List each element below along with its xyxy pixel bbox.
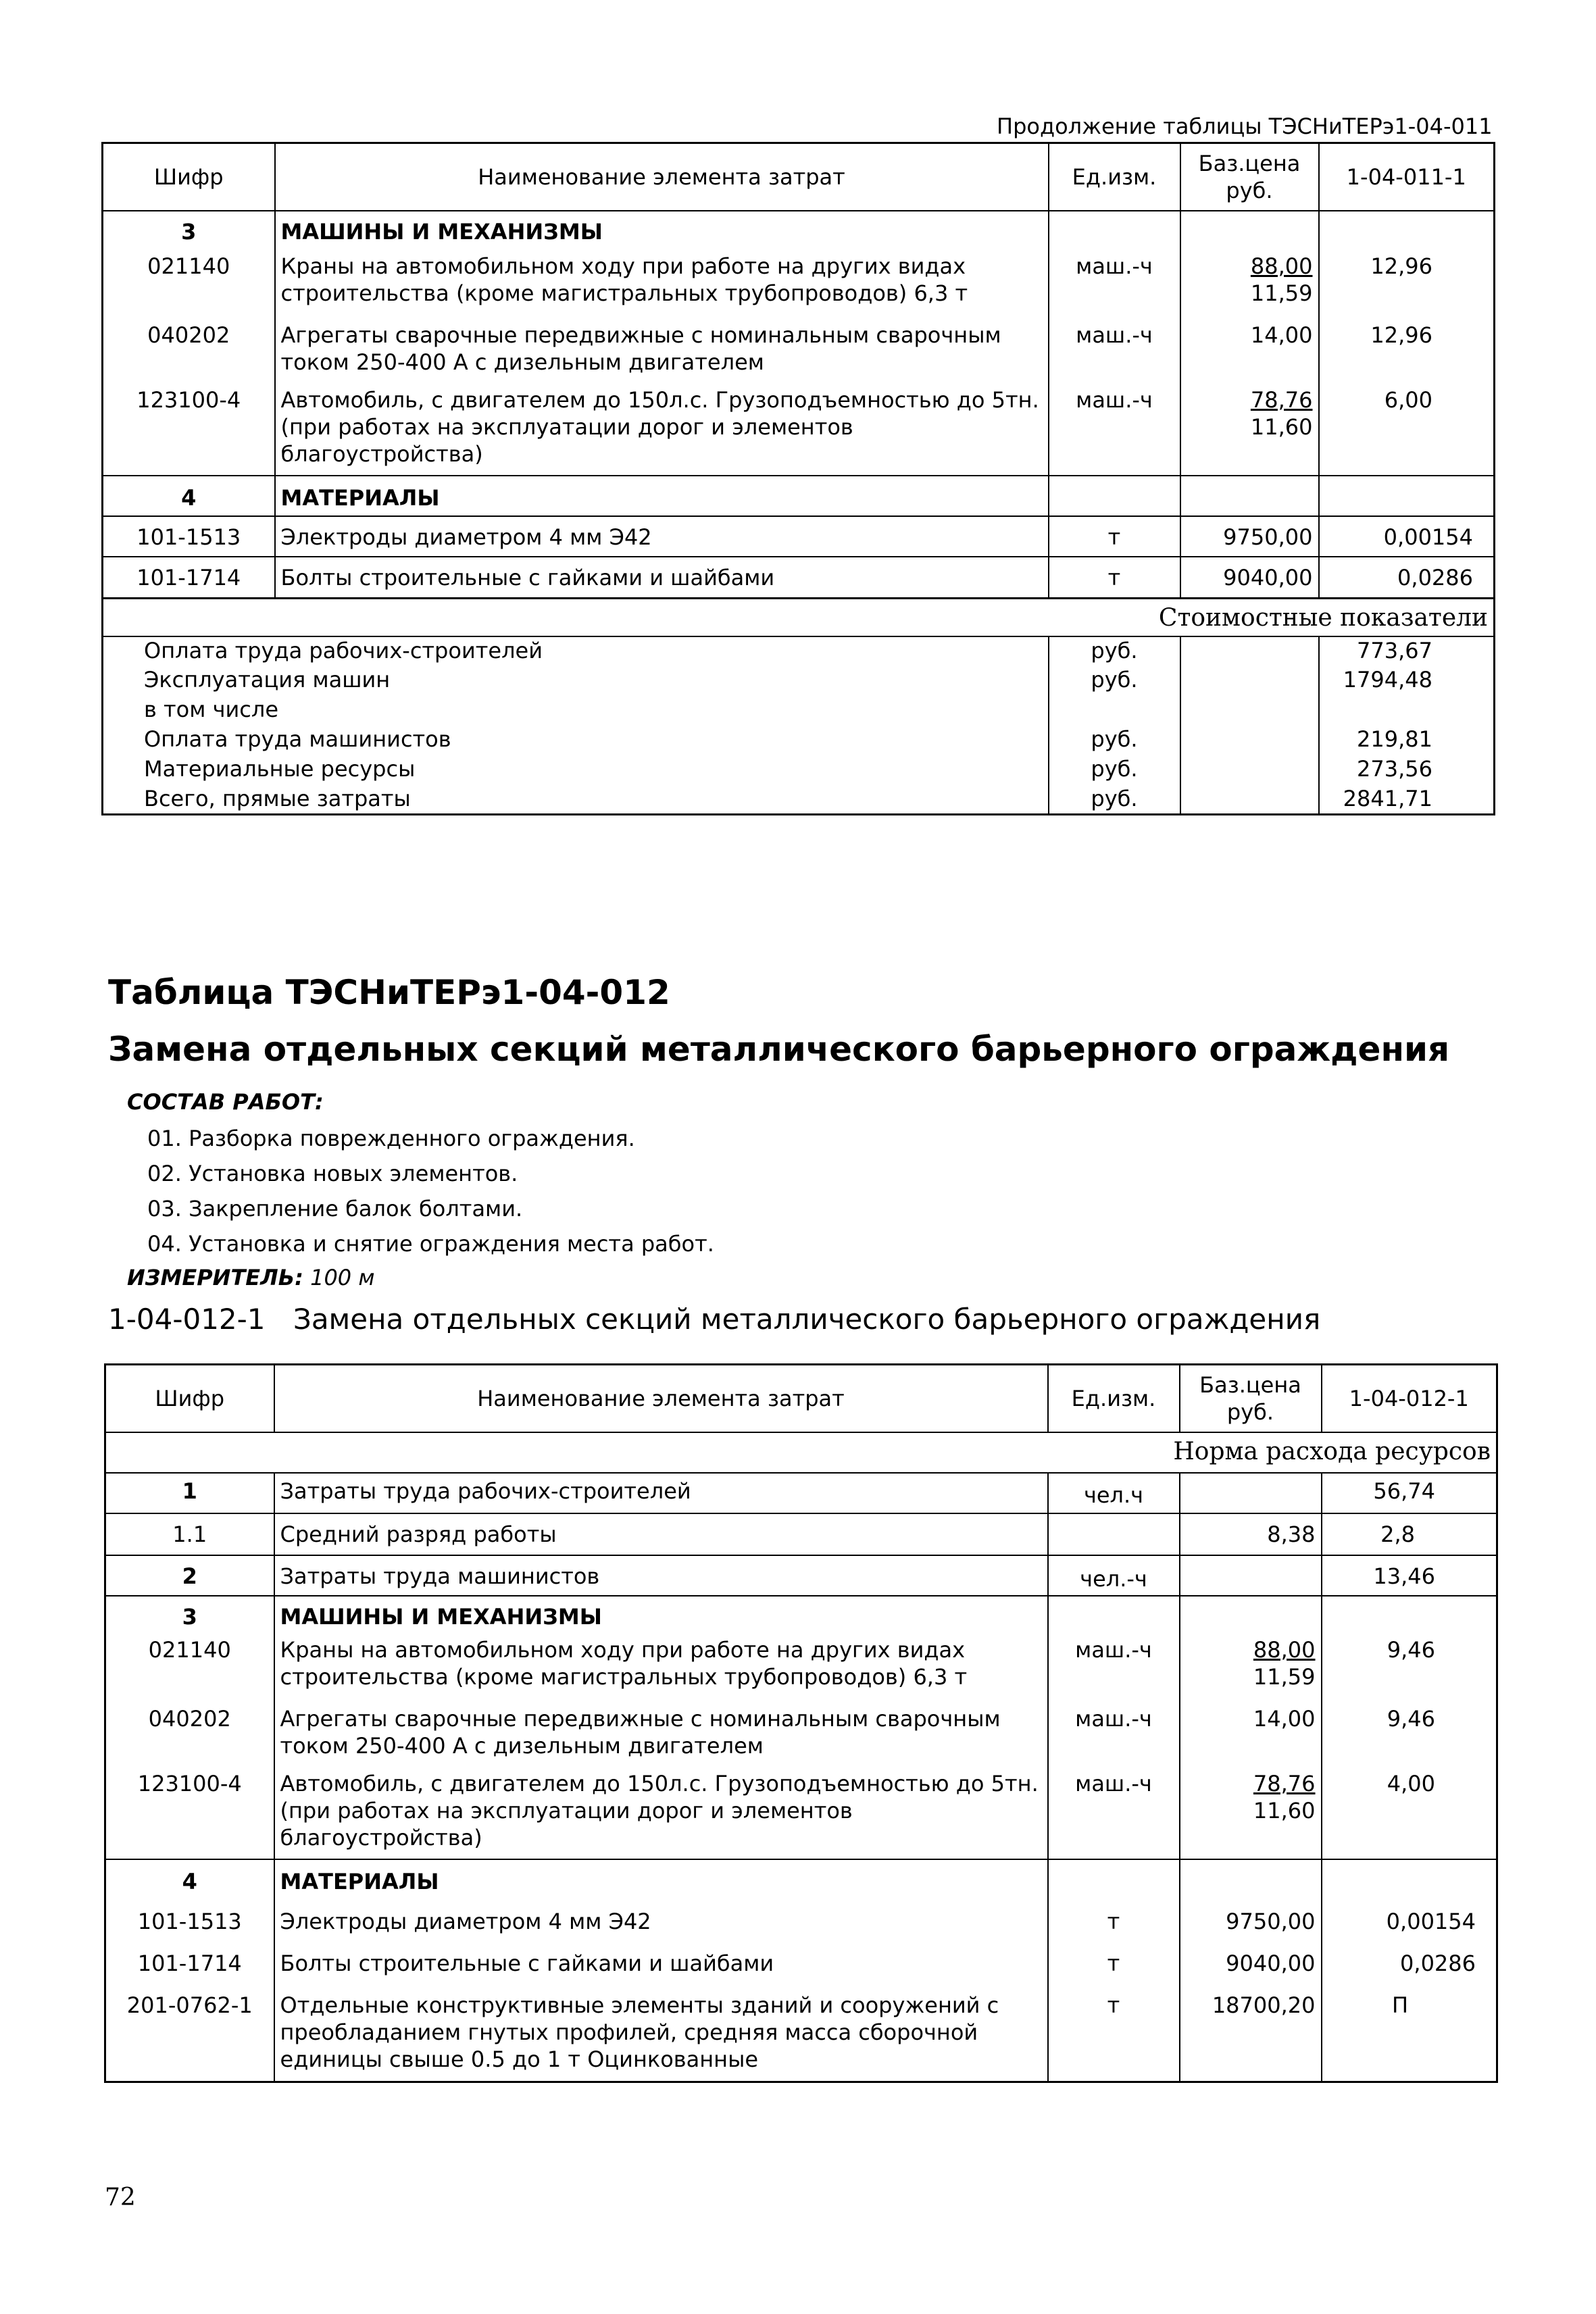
- table-subtitle: Замена отдельных секций металлического барьерного ограждения: [108, 1030, 1450, 1069]
- cost-table-2: [104, 1363, 1498, 2083]
- cost-row: Оплата труда машинистов руб. 219,81: [103, 726, 1495, 755]
- col-norm: 1-04-011-1: [1319, 143, 1495, 211]
- table-row: 1 Затраты труда рабочих-строителей чел.ч 56,74: [105, 1473, 1497, 1513]
- table-row: 021140 Краны на автомобильном ходу при работе на других видах строительства (кроме магистральных трубопроводов) 6,3 т маш.-ч 88,00 11,59 9,46: [105, 1636, 1497, 1705]
- cost-row: Всего, прямые затраты руб. 2841,71: [103, 785, 1495, 815]
- col-name: Наименование элемента затрат: [274, 1365, 1048, 1432]
- work-label: СОСТАВ РАБОТ:: [127, 1089, 324, 1115]
- cost-row: Оплата труда рабочих-строителей руб. 773,67: [103, 636, 1495, 666]
- table-row: 101-1714 Болты строительные с гайками и шайбами т 9040,00 0,0286: [105, 1943, 1497, 1985]
- col-code: Шифр: [105, 1365, 274, 1432]
- item-code: 1-04-012-1: [108, 1303, 266, 1336]
- col-price: Баз.цена руб.: [1180, 143, 1319, 211]
- cost-row: в том числе: [103, 696, 1495, 726]
- cost-heading-row: Стоимостные показатели: [103, 599, 1495, 636]
- table-row: 123100-4 Автомобиль, с двигателем до 150л.с. Грузоподъемностью до 5тн. (при работах на эксплуатации дорог и элементов благоустройства) маш.-ч 78,76 11,60 6,00: [103, 386, 1495, 476]
- col-norm: 1-04-012-1: [1322, 1365, 1497, 1432]
- work-item: 01. Разборка поврежденного ограждения.: [147, 1126, 635, 1151]
- page-number: 72: [105, 2184, 136, 2211]
- col-name: Наименование элемента затрат: [275, 143, 1049, 211]
- col-unit: Ед.изм.: [1048, 1365, 1180, 1432]
- cost-row: Материальные ресурсы руб. 273,56: [103, 755, 1495, 785]
- meter-line: [127, 1265, 374, 1290]
- work-item: 02. Установка новых элементов.: [147, 1161, 518, 1186]
- section-row: 3 МАШИНЫ И МЕХАНИЗМЫ: [103, 211, 1495, 253]
- table-row: 123100-4 Автомобиль, с двигателем до 150л.с. Грузоподъемностью до 5тн. (при работах на эксплуатации дорог и элементов благоустройства) маш.-ч 78,76 11,60 4,00: [105, 1770, 1497, 1859]
- table-row: 040202 Агрегаты сварочные передвижные с номинальным сварочным током 250-400 А с дизельным двигателем маш.-ч 14,00 9,46: [105, 1705, 1497, 1770]
- table-header-row: [103, 143, 1495, 211]
- table-row: 040202 Агрегаты сварочные передвижные с номинальным сварочным током 250-400 А с дизельным двигателем маш.-ч 14,00 12,96: [103, 322, 1495, 386]
- norm-heading-row: Норма расхода ресурсов: [105, 1432, 1497, 1473]
- table-row: 201-0762-1 Отдельные конструктивные элементы зданий и сооружений с преобладанием гнутых профилей, средняя масса сборочной единицы свыше 0.5 до 1 т Оцинкованные т 18700,20 П: [105, 1985, 1497, 2082]
- col-code: Шифр: [103, 143, 275, 211]
- work-item: 03. Закрепление балок болтами.: [147, 1196, 523, 1222]
- continuation-caption: Продолжение таблицы ТЭСНиТЕРэ1-04-011: [997, 114, 1493, 139]
- table-row: 101-1714 Болты строительные с гайками и шайбами т 9040,00 0,0286: [103, 557, 1495, 599]
- meter-label: ИЗМЕРИТЕЛЬ:: [127, 1265, 303, 1290]
- table-row: 1.1 Средний разряд работы 8,38 2,8: [105, 1513, 1497, 1555]
- cost-table-1: [101, 142, 1495, 815]
- meter-value: 100 м: [310, 1265, 375, 1290]
- table-row: 021140 Краны на автомобильном ходу при работе на других видах строительства (кроме магистральных трубопроводов) 6,3 т маш.-ч 88,00 11,59 12,96: [103, 253, 1495, 322]
- section-row: 4 МАТЕРИАЛЫ: [105, 1859, 1497, 1901]
- item-heading: [108, 1303, 1320, 1336]
- table-row: 101-1513 Электроды диаметром 4 мм Э42 т 9750,00 0,00154: [103, 516, 1495, 557]
- table-row: 101-1513 Электроды диаметром 4 мм Э42 т 9750,00 0,00154: [105, 1901, 1497, 1943]
- table-title: Таблица ТЭСНиТЕРэ1-04-012: [108, 973, 670, 1012]
- item-name: Замена отдельных секций металлического барьерного ограждения: [293, 1303, 1321, 1336]
- col-price: Баз.цена руб.: [1180, 1365, 1322, 1432]
- col-unit: Ед.изм.: [1049, 143, 1180, 211]
- table-row: 2 Затраты труда машинистов чел.-ч 13,46: [105, 1555, 1497, 1596]
- table-header-row: [105, 1365, 1497, 1432]
- section-row: 4 МАТЕРИАЛЫ: [103, 476, 1495, 516]
- work-item: 04. Установка и снятие ограждения места работ.: [147, 1231, 714, 1257]
- section-row: 3 МАШИНЫ И МЕХАНИЗМЫ: [105, 1596, 1497, 1636]
- cost-row: Эксплуатация машин руб. 1794,48: [103, 666, 1495, 696]
